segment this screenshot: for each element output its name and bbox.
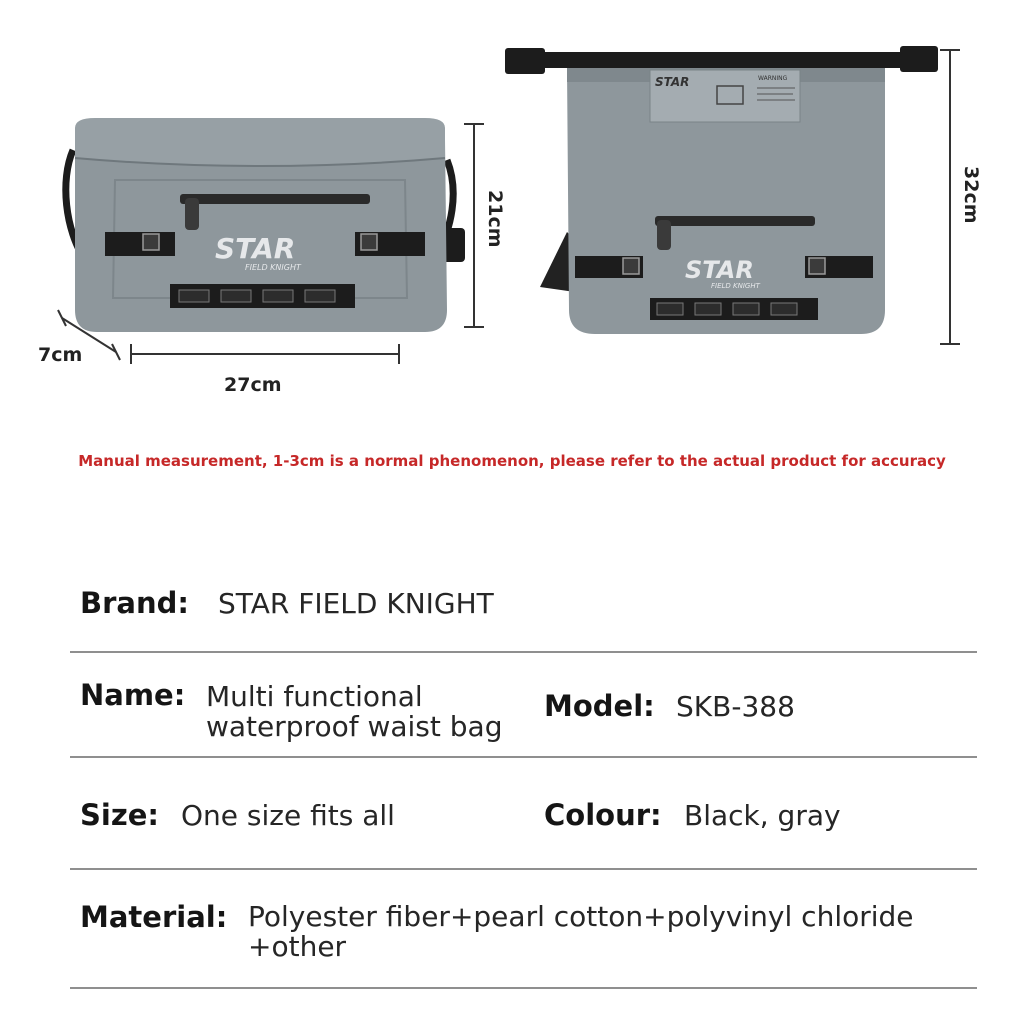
width-dimension-label: 27cm [224,374,282,396]
material-value-line2: +other [248,930,347,963]
label-logo: STAR [655,75,690,89]
brand-label: Brand: [80,586,189,620]
colour-label: Colour: [544,798,662,832]
model-label: Model: [544,689,655,723]
spec-divider [70,987,977,989]
name-value [206,682,502,742]
bag-logo-left: STAR [215,232,296,265]
bag-logo-sub-right: FIELD KNIGHT [711,282,760,290]
dimension-lines [0,0,1024,420]
spec-divider [70,651,977,653]
colour-value: Black, gray [684,799,841,832]
model-value: SKB-388 [676,690,795,723]
name-value-line2: waterproof waist bag [206,710,503,743]
size-label: Size: [80,798,159,832]
material-value-line1: Polyester fiber+pearl cotton+polyvinyl chloride [248,900,914,933]
brand-value: STAR FIELD KNIGHT [218,587,494,620]
spec-divider [70,868,977,870]
label-warning: WARNING [758,75,788,82]
name-value-line1: Multi functional [206,680,423,713]
height-large-dimension-label: 32cm [960,166,982,224]
depth-dimension-label: 7cm [38,344,83,366]
bag-logo-sub-left: FIELD KNIGHT [245,263,301,272]
material-label: Material: [80,900,228,934]
measurement-disclaimer: Manual measurement, 1-3cm is a normal phenomenon, please refer to the actual product for accuracy [78,452,946,470]
material-value [248,902,988,962]
height-small-dimension-label: 21cm [484,190,506,248]
bag-logo-right: STAR [685,256,754,284]
size-value: One size fits all [181,799,395,832]
name-label: Name: [80,678,186,712]
spec-divider [70,756,977,758]
